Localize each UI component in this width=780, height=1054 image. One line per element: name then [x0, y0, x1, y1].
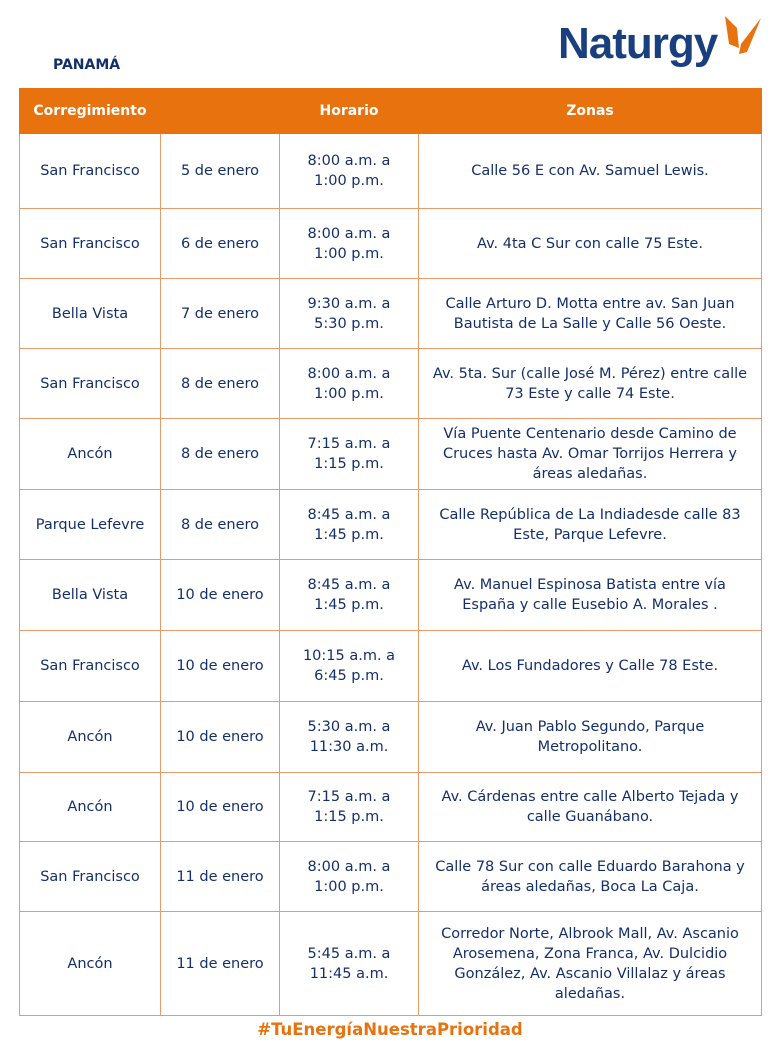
- zonas-cell: Av. 5ta. Sur (calle José M. Pérez) entre calle 73 Este y calle 74 Este.: [419, 349, 762, 419]
- table-row: [20, 279, 762, 349]
- horario-cell: 8:00 a.m. a 1:00 p.m.: [280, 349, 419, 419]
- zonas-cell: Vía Puente Centenario desde Camino de Cruces hasta Av. Omar Torrijos Herrera y áreas aledañas.: [419, 419, 762, 490]
- zonas-cell: Av. Cárdenas entre calle Alberto Tejada y calle Guanábano.: [419, 773, 762, 842]
- corregimiento-cell: Bella Vista: [20, 560, 161, 631]
- horario-cell: 7:15 a.m. a 1:15 p.m.: [280, 419, 419, 490]
- date-cell: 11 de enero: [161, 842, 280, 912]
- table-row: [20, 419, 762, 490]
- zonas-cell: Calle 78 Sur con calle Eduardo Barahona y áreas aledañas, Boca La Caja.: [419, 842, 762, 912]
- horario-cell: 5:45 a.m. a 11:45 a.m.: [280, 912, 419, 1016]
- logo-text: Naturgy: [558, 19, 718, 68]
- table-row: [20, 842, 762, 912]
- horario-cell: 9:30 a.m. a 5:30 p.m.: [280, 279, 419, 349]
- corregimiento-cell: Ancón: [20, 773, 161, 842]
- zonas-cell: Calle Arturo D. Motta entre av. San Juan Bautista de La Salle y Calle 56 Oeste.: [419, 279, 762, 349]
- column-header: [161, 89, 280, 134]
- date-cell: 8 de enero: [161, 419, 280, 490]
- horario-cell: 8:00 a.m. a 1:00 p.m.: [280, 842, 419, 912]
- table-row: [20, 134, 762, 209]
- corregimiento-cell: Parque Lefevre: [20, 490, 161, 560]
- corregimiento-cell: Ancón: [20, 912, 161, 1016]
- horario-cell: 8:00 a.m. a 1:00 p.m.: [280, 134, 419, 209]
- butterfly-icon: [721, 14, 765, 60]
- zonas-cell: Av. Manuel Espinosa Batista entre vía España y calle Eusebio A. Morales .: [419, 560, 762, 631]
- horario-cell: 8:45 a.m. a 1:45 p.m.: [280, 560, 419, 631]
- date-cell: 5 de enero: [161, 134, 280, 209]
- corregimiento-cell: San Francisco: [20, 209, 161, 279]
- date-cell: 10 de enero: [161, 560, 280, 631]
- schedule-table: [19, 88, 762, 1016]
- zonas-cell: Corredor Norte, Albrook Mall, Av. Ascanio Arosemena, Zona Franca, Av. Dulcidio González, Av. Ascanio Villalaz y áreas aledañas.: [419, 912, 762, 1016]
- region-title: PANAMÁ: [53, 57, 121, 73]
- date-cell: 10 de enero: [161, 631, 280, 702]
- corregimiento-cell: Ancón: [20, 419, 161, 490]
- horario-cell: 8:45 a.m. a 1:45 p.m.: [280, 490, 419, 560]
- table-row: [20, 912, 762, 1016]
- column-header: Horario: [280, 89, 419, 134]
- table-row: [20, 631, 762, 702]
- table-row: [20, 349, 762, 419]
- horario-cell: 5:30 a.m. a 11:30 a.m.: [280, 702, 419, 773]
- table-row: [20, 560, 762, 631]
- date-cell: 11 de enero: [161, 912, 280, 1016]
- hashtag-footer: #TuEnergíaNuestraPrioridad: [257, 1020, 523, 1039]
- zonas-cell: Calle 56 E con Av. Samuel Lewis.: [419, 134, 762, 209]
- table-row: [20, 773, 762, 842]
- corregimiento-cell: San Francisco: [20, 842, 161, 912]
- zonas-cell: Calle República de La Indiadesde calle 83 Este, Parque Lefevre.: [419, 490, 762, 560]
- corregimiento-cell: San Francisco: [20, 134, 161, 209]
- corregimiento-cell: San Francisco: [20, 631, 161, 702]
- date-cell: 6 de enero: [161, 209, 280, 279]
- date-cell: 10 de enero: [161, 702, 280, 773]
- horario-cell: 8:00 a.m. a 1:00 p.m.: [280, 209, 419, 279]
- date-cell: 10 de enero: [161, 773, 280, 842]
- date-cell: 8 de enero: [161, 490, 280, 560]
- horario-cell: 10:15 a.m. a 6:45 p.m.: [280, 631, 419, 702]
- zonas-cell: Av. Los Fundadores y Calle 78 Este.: [419, 631, 762, 702]
- horario-cell: 7:15 a.m. a 1:15 p.m.: [280, 773, 419, 842]
- zonas-cell: Av. 4ta C Sur con calle 75 Este.: [419, 209, 762, 279]
- table-row: [20, 490, 762, 560]
- date-cell: 7 de enero: [161, 279, 280, 349]
- corregimiento-cell: San Francisco: [20, 349, 161, 419]
- column-header: Zonas: [419, 89, 762, 134]
- naturgy-logo: [558, 14, 765, 74]
- table-row: [20, 209, 762, 279]
- corregimiento-cell: Ancón: [20, 702, 161, 773]
- column-header: Corregimiento: [20, 89, 161, 134]
- corregimiento-cell: Bella Vista: [20, 279, 161, 349]
- table-row: [20, 702, 762, 773]
- zonas-cell: Av. Juan Pablo Segundo, Parque Metropolitano.: [419, 702, 762, 773]
- date-cell: 8 de enero: [161, 349, 280, 419]
